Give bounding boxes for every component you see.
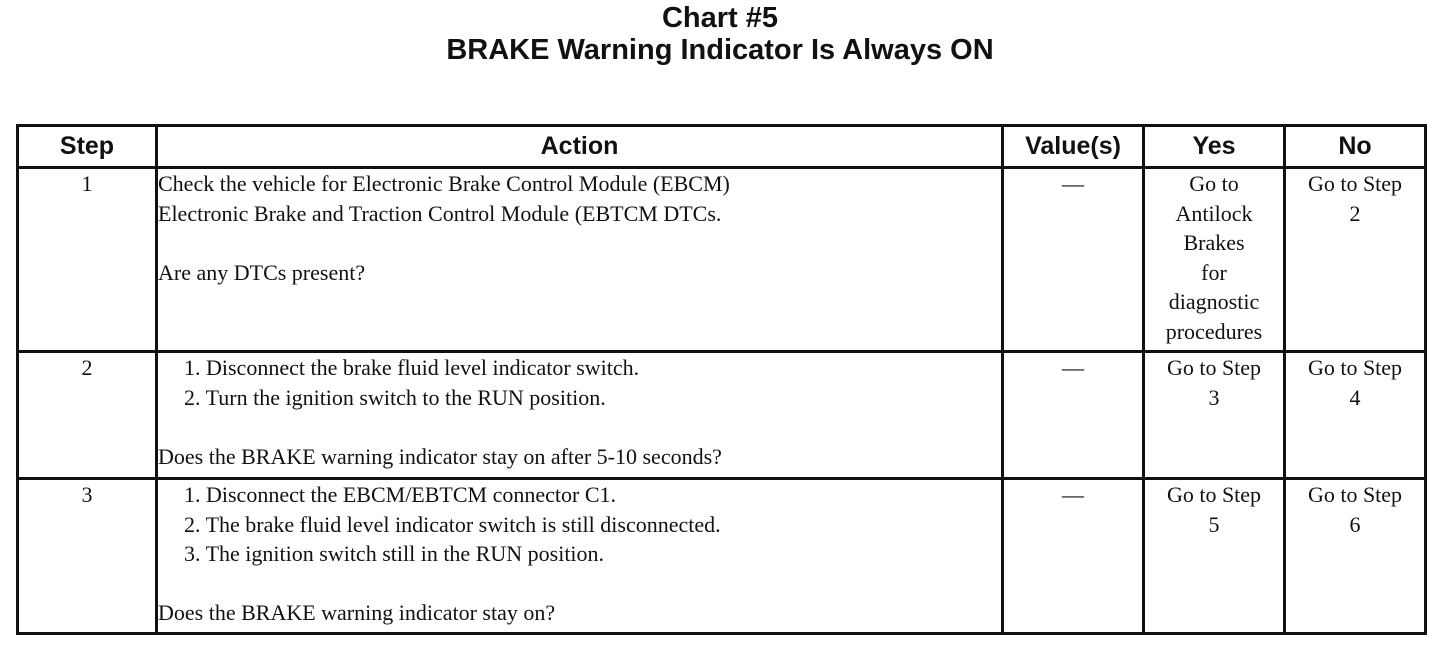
- yes-cell: [1144, 168, 1285, 352]
- action-text-line: Check the vehicle for Electronic Brake Control Module (EBCM): [158, 171, 730, 196]
- yes-text-line: Go to Step: [1166, 482, 1262, 507]
- yes-text-line: Antilock: [1175, 200, 1253, 226]
- chart-number: Chart #5: [661, 2, 779, 34]
- no-text-line: Go to Step: [1307, 482, 1403, 507]
- action-list-item: 1. Disconnect the brake fluid level indicator switch.: [184, 355, 640, 380]
- no-cell: [1285, 168, 1426, 352]
- action-list-item: 2. The brake fluid level indicator switch is still disconnected.: [184, 511, 721, 537]
- yes-text-line: 3: [1208, 384, 1220, 410]
- yes-cell: [1144, 352, 1285, 479]
- spacer: [158, 228, 1001, 258]
- yes-cell: [1144, 479, 1285, 634]
- action-text-line: Electronic Brake and Traction Control Module (EBTCM DTCs.: [158, 200, 722, 226]
- diagnostic-table: [16, 124, 1427, 635]
- yes-text-line: diagnostic: [1168, 289, 1260, 314]
- no-cell: [1285, 479, 1426, 634]
- step-number: 1: [18, 168, 157, 352]
- yes-text-line: procedures: [1165, 318, 1263, 344]
- action-list-item: 2. Turn the ignition switch to the RUN position.: [184, 384, 606, 410]
- header-no: No: [1285, 126, 1426, 168]
- no-cell: [1285, 352, 1426, 479]
- action-question: Does the BRAKE warning indicator stay on after 5-10 seconds?: [158, 443, 722, 469]
- yes-text-line: Brakes: [1183, 230, 1245, 255]
- action-list-item: 3. The ignition switch still in the RUN position.: [184, 541, 605, 566]
- chart-title: [0, 2, 1440, 66]
- action-cell: [157, 479, 1003, 634]
- table-row: [18, 352, 1426, 479]
- step-number: 2: [18, 352, 157, 479]
- action-cell: [157, 168, 1003, 352]
- no-text-line: 6: [1349, 511, 1361, 537]
- table-row: [18, 168, 1426, 352]
- action-list-item: 1. Disconnect the EBCM/EBTCM connector C1.: [184, 482, 616, 507]
- header-step: Step: [18, 126, 157, 168]
- yes-text-line: for: [1201, 259, 1227, 285]
- header-yes: Yes: [1144, 126, 1285, 168]
- step-number: 3: [18, 479, 157, 634]
- no-text-line: Go to Step: [1307, 171, 1403, 196]
- yes-text-line: Go to Step: [1166, 355, 1262, 380]
- action-cell: [157, 352, 1003, 479]
- no-text-line: 2: [1349, 200, 1361, 226]
- table-row: [18, 479, 1426, 634]
- spacer: [158, 569, 1001, 599]
- value-cell: —: [1003, 352, 1144, 479]
- no-text-line: Go to Step: [1307, 355, 1403, 380]
- chart-heading: BRAKE Warning Indicator Is Always ON: [446, 34, 994, 66]
- action-question: Does the BRAKE warning indicator stay on?: [158, 600, 556, 625]
- value-cell: —: [1003, 168, 1144, 352]
- yes-text-line: 5: [1208, 511, 1220, 537]
- header-values: Value(s): [1003, 126, 1144, 168]
- table-header-row: [18, 126, 1426, 168]
- no-text-line: 4: [1349, 384, 1361, 410]
- yes-text-line: Go to: [1189, 171, 1239, 196]
- value-cell: —: [1003, 479, 1144, 634]
- action-question: Are any DTCs present?: [158, 259, 366, 285]
- spacer: [158, 412, 1001, 442]
- header-action: Action: [157, 126, 1003, 168]
